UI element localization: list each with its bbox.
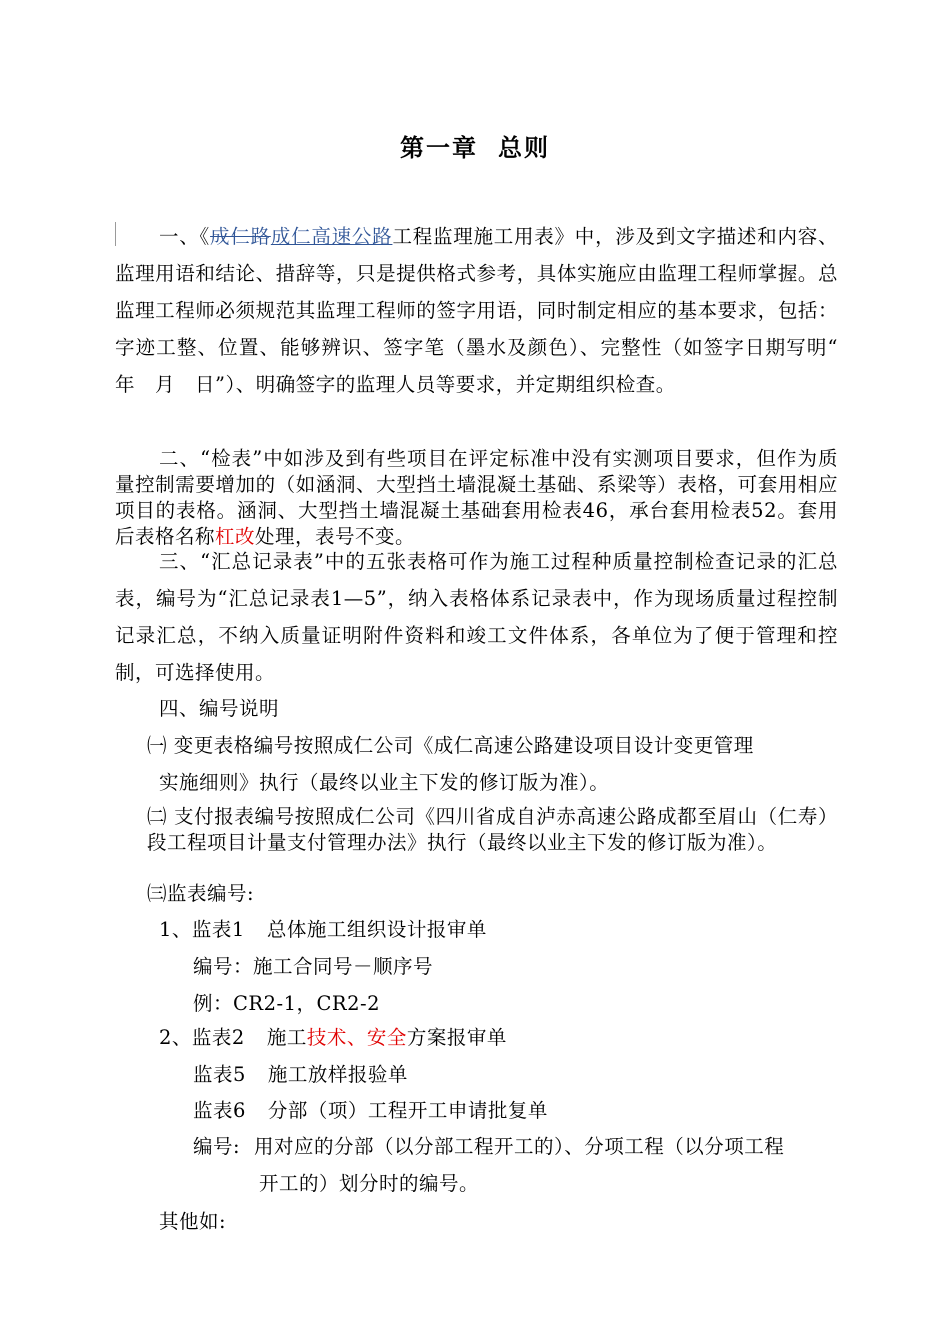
- item-2: ㈡ 支付报表编号按照成仁公司《四川省成自泸赤高速公路成都至眉山（仁寿）段工程项目计量支付管理办法》执行（最终以业主下发的修订版为准）。: [147, 805, 838, 854]
- code-line-2: 开工的）划分时的编号。: [259, 1172, 480, 1195]
- section-4-heading: 四、编号说明: [159, 697, 280, 720]
- item-3-heading: ㈢监表编号:: [147, 882, 255, 905]
- paragraph-1: 一、《成仁路成仁高速公路工程监理施工用表》中，涉及到文字描述和内容、监理用语和结论、措辞等，只是提供格式参考，具体实施应由监理工程师掌握。总监理工程师必须规范其监理工程师的签字用语，同时制定相应的基本要求，包括：字迹工整、位置、能够辨识、签字笔（墨水及颜色）、完整性（如签字日期写明“ 年 月 日”）、明确签字的监理人员等要求，并定期组织检查。: [115, 225, 859, 396]
- form-2-row: 2、监表2 施工技术、安全方案报审单: [159, 1026, 507, 1049]
- item-1-line-2: 实施细则》执行（最终以业主下发的修订版为准）。: [159, 771, 610, 794]
- code-label: 编号:: [193, 1135, 241, 1158]
- chapter-name: 总则: [498, 133, 550, 162]
- form-1-row: 1、监表1 总体施工组织设计报审单: [159, 918, 487, 941]
- highlight-red-text: 杠改: [215, 525, 256, 548]
- tracked-deletion: 成仁路: [210, 225, 271, 248]
- form-1-example: 例：CR2-1，CR2-2: [193, 992, 381, 1015]
- form-5-row: 监表5 施工放样报验单: [193, 1063, 408, 1086]
- form-1-code: 编号：施工合同号－顺序号: [193, 955, 434, 978]
- chapter-number: 第一章: [400, 133, 478, 162]
- highlight-red-text: 技术、安全: [306, 1026, 407, 1049]
- paragraph-2: 二、“检表”中如涉及到有些项目在评定标准中没有实测项目要求，但作为质量控制需要增加的（如涵洞、大型挡土墙混凝土基础、系梁等）表格，可套用相应项目的表格。涵洞、大型挡土墙混凝土基础套用检表46，承台套用检表52。套用后表格名称杠改处理，表号不变。: [115, 447, 838, 548]
- code-line-1: 用对应的分部（以分部工程开工的）、分项工程（以分项工程: [254, 1135, 785, 1158]
- chapter-title: [0, 128, 950, 163]
- paragraph-3: 三、“汇总记录表”中的五张表格可作为施工过程种质量控制检查记录的汇总表，编号为“汇总记录表1—5”，纳入表格体系记录表中，作为现场质量过程控制记录汇总，不纳入质量证明附件资料和竣工文件体系，各单位为了便于管理和控制，可选择使用。: [115, 550, 838, 684]
- item-1-line-1: ㈠ 变更表格编号按照成仁公司《成仁高速公路建设项目设计变更管理: [147, 734, 754, 757]
- tracked-insertion: 成仁高速公路: [270, 225, 393, 248]
- form-6-row: 监表6 分部（项）工程开工申请批复单: [193, 1099, 548, 1122]
- others-label: 其他如:: [159, 1210, 227, 1233]
